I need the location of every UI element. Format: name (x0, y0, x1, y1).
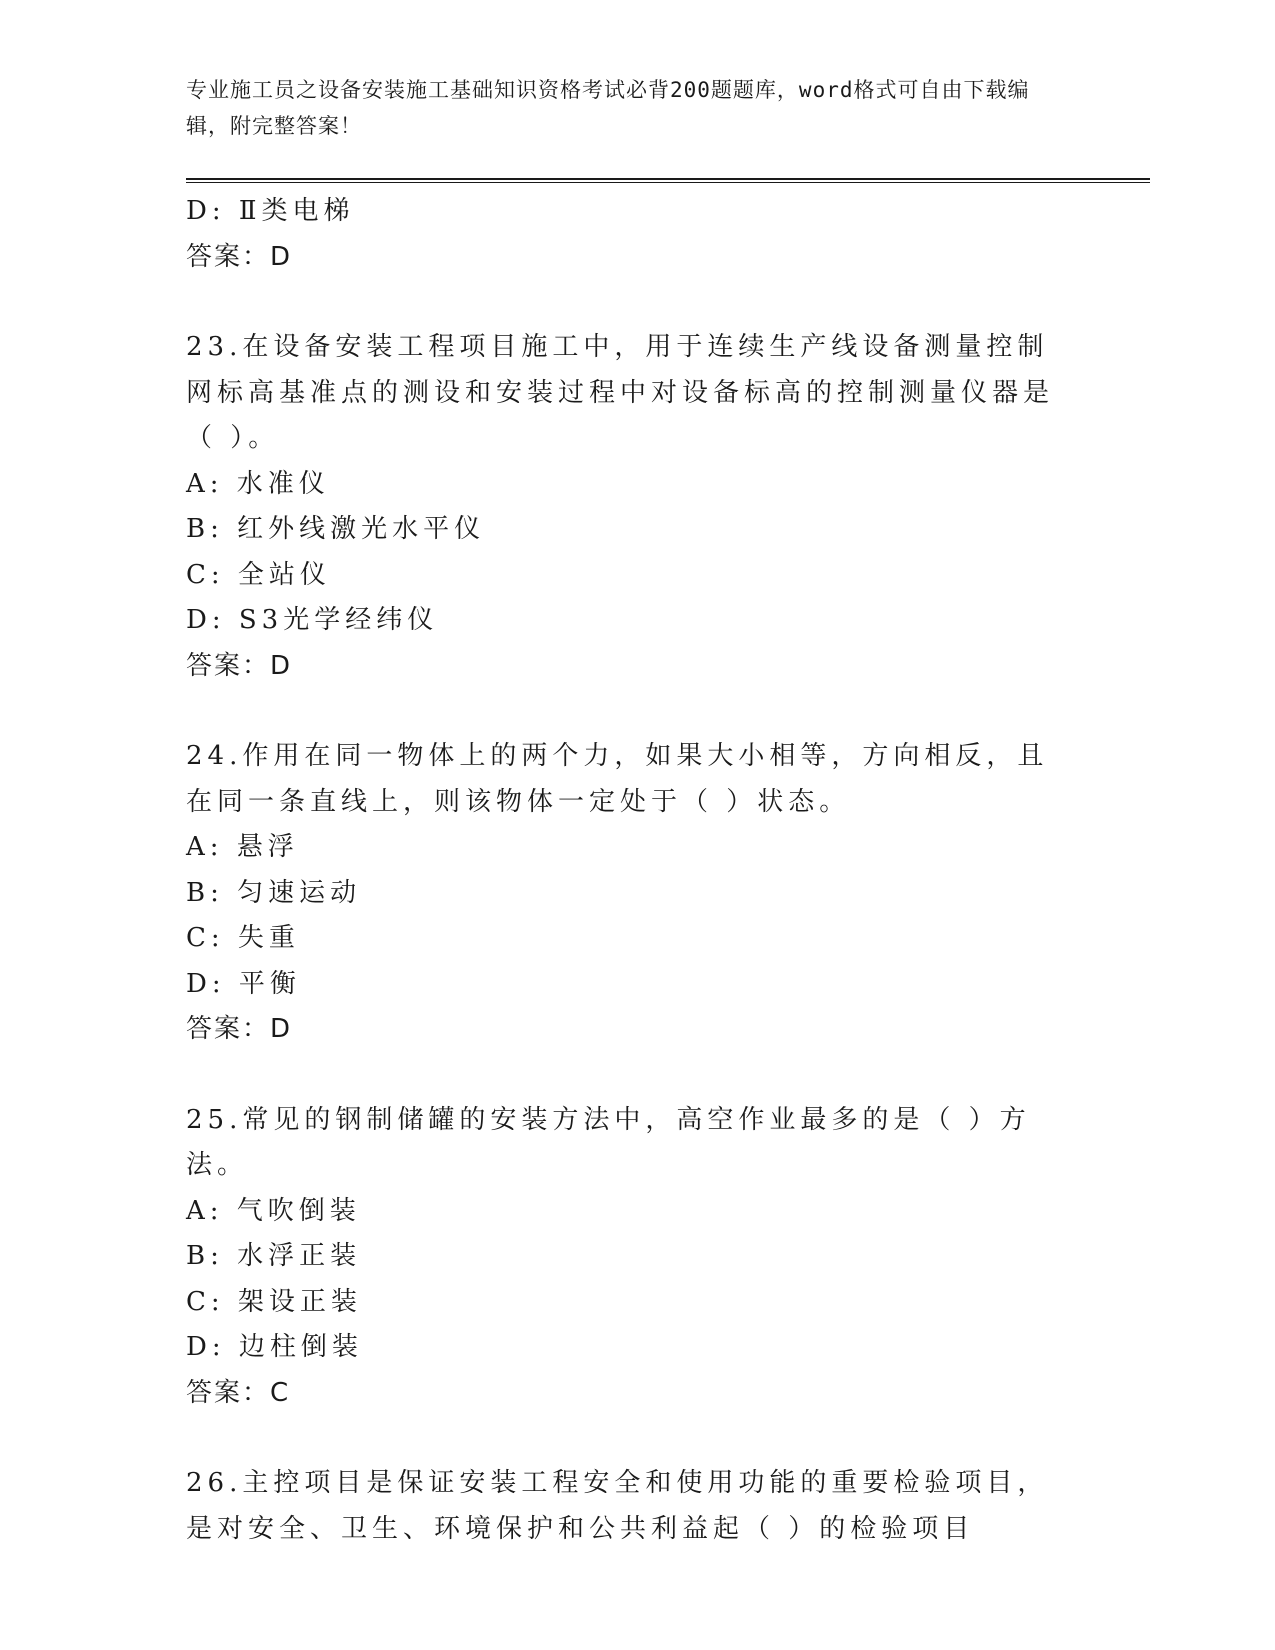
question-text: 23.在设备安装工程项目施工中，用于连续生产线设备测量控制网标高基准点的测设和安装过程中对设备标高的控制测量仪器是（ ）。 (186, 332, 1055, 453)
question-text: 26.主控项目是保证安装工程安全和使用功能的重要检验项目，是对安全、卫生、环境保护和公共利益起（ ）的检验项目 (186, 1468, 1049, 1544)
question-24 (186, 734, 1150, 1053)
answer: 答案：C (186, 1377, 291, 1408)
option-a: A: 水准仪 (186, 468, 330, 499)
document-body (186, 189, 1150, 1552)
question-text: 24.作用在同一物体上的两个力，如果大小相等，方向相反，且在同一条直线上，则该物体一定处于（ ）状态。 (186, 741, 1049, 817)
option-c: C: 架设正装 (186, 1286, 362, 1317)
carryover-option-d: D: Ⅱ类电梯 (186, 196, 355, 226)
option-d: D: 边柱倒装 (186, 1332, 363, 1362)
option-b: B: 匀速运动 (186, 877, 362, 908)
answer: 答案：D (186, 1014, 293, 1044)
option-c: C: 全站仪 (186, 559, 331, 590)
answer: 答案：D (186, 650, 293, 681)
document-page (186, 72, 1150, 1552)
question-23 (186, 325, 1150, 689)
spacer (186, 280, 1150, 325)
option-d: D: S3光学经纬仪 (186, 605, 439, 635)
question-26 (186, 1461, 1150, 1552)
document-header: 专业施工员之设备安装施工基础知识资格考试必背200题题库，word格式可自由下载编辑，附完整答案！ (186, 78, 1030, 138)
spacer (186, 689, 1150, 734)
spacer (186, 1416, 1150, 1461)
option-a: A: 悬浮 (186, 832, 299, 862)
carryover-answer: 答案：D (186, 241, 293, 272)
option-a: A: 气吹倒装 (186, 1195, 361, 1226)
option-d: D: 平衡 (186, 968, 301, 999)
header-divider (186, 178, 1150, 183)
question-25 (186, 1098, 1150, 1417)
question-text: 25.常见的钢制储罐的安装方法中，高空作业最多的是（ ）方法。 (186, 1104, 1031, 1180)
spacer (186, 1053, 1150, 1098)
option-b: B: 红外线激光水平仪 (186, 514, 486, 544)
option-b: B: 水浮正装 (186, 1241, 362, 1271)
option-c: C: 失重 (186, 923, 300, 953)
